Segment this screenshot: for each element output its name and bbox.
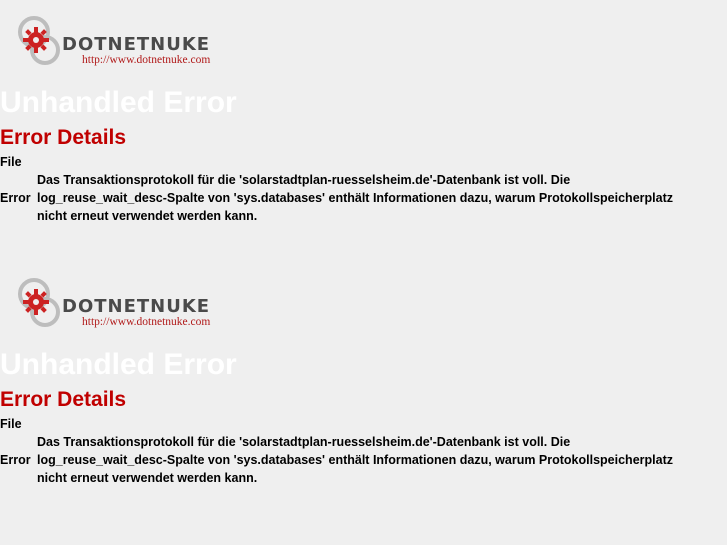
error-message-line: Das Transaktionsprotokoll für die 'solarstadtplan-ruesselsheim.de'-Datenbank ist voll. Die [37, 173, 571, 187]
error-message-line: nicht erneut verwendet werden kann. [37, 209, 258, 223]
dotnetnuke-logo-icon [14, 12, 62, 66]
error-label: Error [0, 191, 31, 205]
error-label: Error [0, 453, 31, 467]
logo-url[interactable]: http://www.dotnetnuke.com [82, 54, 211, 66]
logo-wordmark: DOTNETNUKE [62, 34, 211, 55]
error-message-line: Das Transaktionsprotokoll für die 'solarstadtplan-ruesselsheim.de'-Datenbank ist voll. Die [37, 435, 571, 449]
section-heading: Error Details [0, 126, 127, 149]
section-heading: Error Details [0, 388, 127, 411]
error-message-line: log_reuse_wait_desc-Spalte von 'sys.databases' enthält Informationen dazu, warum Protokollspeicherplatz [37, 191, 673, 205]
file-label: File [0, 417, 22, 431]
error-details-table [0, 153, 727, 225]
dotnetnuke-logo[interactable] [14, 12, 244, 70]
error-message [37, 171, 717, 225]
error-message [37, 433, 717, 487]
page-title: Unhandled Error [0, 86, 237, 119]
file-row [0, 415, 727, 433]
error-message-line: nicht erneut verwendet werden kann. [37, 471, 258, 485]
file-row [0, 153, 727, 171]
error-details-table [0, 415, 727, 487]
file-label: File [0, 155, 22, 169]
dotnetnuke-logo[interactable] [14, 274, 244, 332]
error-row [0, 171, 727, 225]
page-title: Unhandled Error [0, 348, 237, 381]
logo-wordmark: DOTNETNUKE [62, 296, 211, 317]
error-message-line: log_reuse_wait_desc-Spalte von 'sys.databases' enthält Informationen dazu, warum Protokollspeicherplatz [37, 453, 673, 467]
dotnetnuke-logo-icon [14, 274, 62, 328]
error-row [0, 433, 727, 487]
logo-url[interactable]: http://www.dotnetnuke.com [82, 316, 211, 328]
